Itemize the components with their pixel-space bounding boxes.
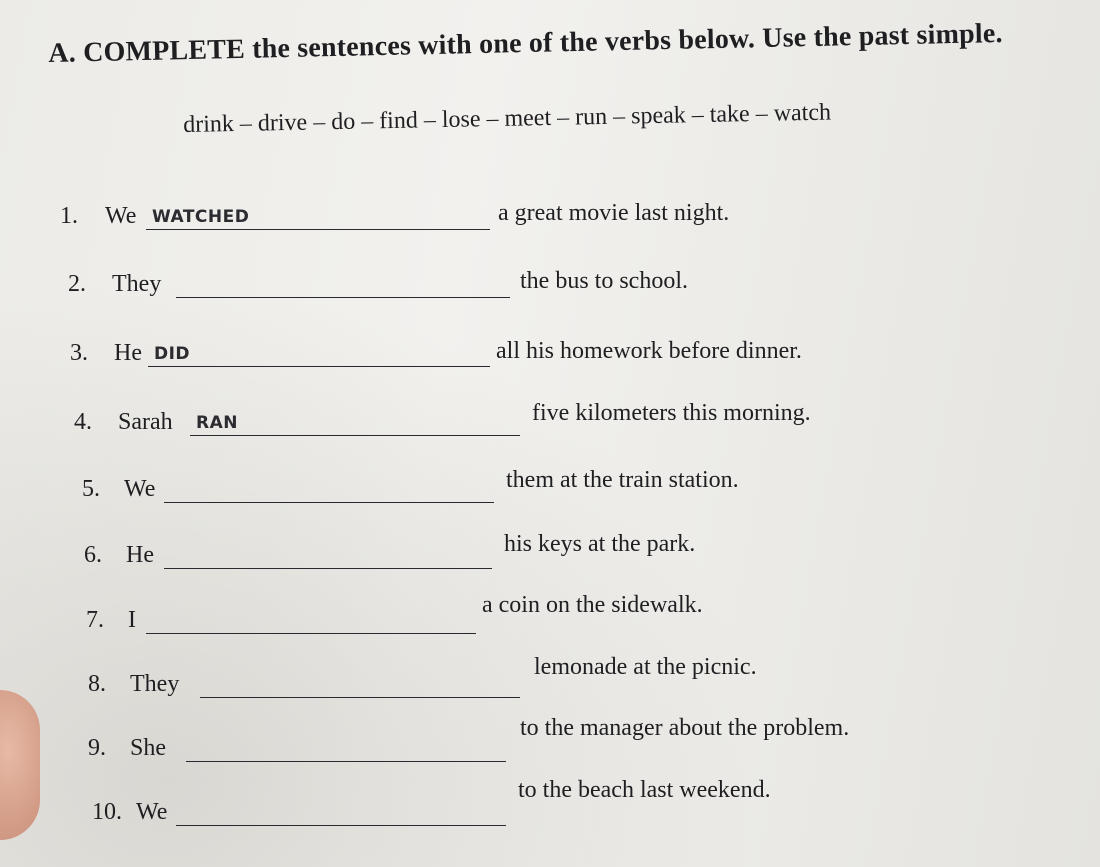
answer-blank[interactable] <box>146 607 476 634</box>
thumb <box>0 690 40 840</box>
sentence-row <box>70 340 870 374</box>
sentence-subject: We <box>124 476 156 502</box>
sentence-subject: They <box>130 671 180 697</box>
sentence-subject: I <box>128 607 136 633</box>
answer-blank[interactable] <box>146 203 490 230</box>
sentence-number: 4. <box>74 409 92 435</box>
sentence-number: 5. <box>82 476 100 502</box>
sentence-row <box>60 200 820 237</box>
sentence-ending: a coin on the sidewalk. <box>482 592 703 618</box>
sentence-ending: to the beach last weekend. <box>518 777 771 803</box>
sentence-subject: Sarah <box>118 409 173 435</box>
sentence-ending: the bus to school. <box>520 268 688 294</box>
answer-blank[interactable] <box>186 735 506 762</box>
answer-blank[interactable] <box>164 542 492 569</box>
exercise-heading: A. COMPLETE the sentences with one of the verbs below. Use the past simple. <box>48 18 1003 69</box>
answer-blank[interactable] <box>200 671 520 698</box>
sentence-row <box>84 531 764 576</box>
sentence-ending: lemonade at the picnic. <box>534 654 757 680</box>
answer-blank[interactable] <box>176 271 510 298</box>
answer-blank[interactable] <box>164 476 494 503</box>
sentence-row <box>68 268 828 305</box>
sentence-subject: They <box>112 271 162 297</box>
sentence-row <box>74 400 874 443</box>
sentence-row <box>88 654 808 705</box>
sentence-row <box>88 715 928 769</box>
sentence-subject: We <box>105 203 137 229</box>
answer-blank[interactable] <box>148 340 490 367</box>
sentence-row <box>86 592 766 641</box>
sentence-subject: We <box>136 799 168 825</box>
verb-bank: drink – drive – do – find – lose – meet – run – speak – take – watch <box>183 99 832 138</box>
sentence-number: 6. <box>84 542 102 568</box>
sentence-subject: She <box>130 735 166 761</box>
sentence-number: 8. <box>88 671 106 697</box>
sentence-number: 1. <box>60 203 78 229</box>
handwritten-answer: DID <box>154 344 191 364</box>
handwritten-answer: RAN <box>196 413 238 433</box>
answer-blank[interactable] <box>190 409 520 436</box>
sentence-number: 9. <box>88 735 106 761</box>
handwritten-answer: WATCHED <box>152 207 250 227</box>
sentence-subject: He <box>126 542 154 568</box>
sentence-number: 3. <box>70 340 88 366</box>
sentence-number: 7. <box>86 607 104 633</box>
sentence-ending: five kilometers this morning. <box>532 400 811 426</box>
sentence-number: 2. <box>68 271 86 297</box>
sentence-ending: a great movie last night. <box>498 200 730 226</box>
sentence-subject: He <box>114 340 142 366</box>
sentence-ending: them at the train station. <box>506 467 739 493</box>
sentence-ending: his keys at the park. <box>504 531 696 557</box>
sentence-ending: all his homework before dinner. <box>496 338 802 364</box>
sentence-number: 10. <box>92 799 122 825</box>
sentence-row <box>92 777 812 833</box>
answer-blank[interactable] <box>176 799 506 826</box>
sentence-row <box>82 467 802 510</box>
sentence-ending: to the manager about the problem. <box>520 715 850 741</box>
